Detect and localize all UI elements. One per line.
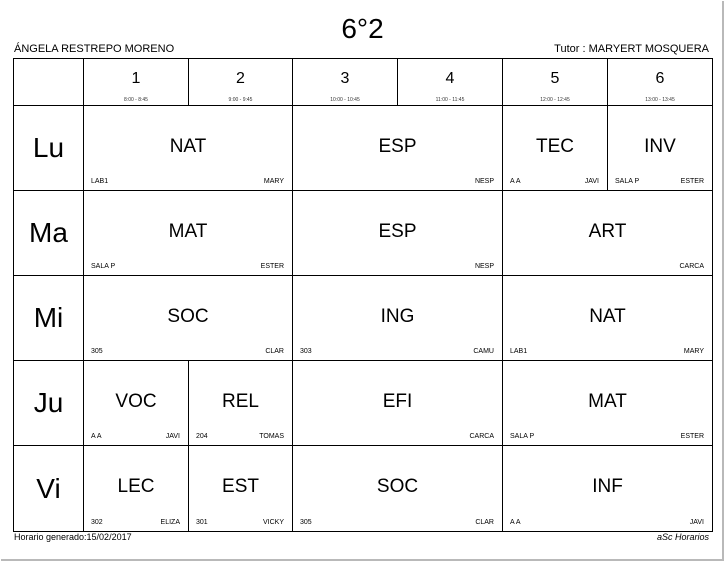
lesson-subject: ESP [378,136,417,157]
lesson-cell[interactable] [607,105,713,191]
period-header [188,58,293,106]
lesson-cell[interactable] [502,105,608,191]
lesson-teacher: ELIZA [160,519,180,526]
lesson-subject: ESP [378,221,417,242]
lesson-subject: MAT [168,221,208,242]
lesson-subject: NAT [589,306,626,327]
day-label: Lu [32,132,65,163]
day-label: Vi [36,472,61,504]
lesson-cell[interactable] [83,275,293,361]
lesson-subject: NAT [169,136,207,157]
timetable-grid [13,58,712,531]
lesson-subject: ART [588,221,627,242]
lesson-room: 301 [196,519,208,526]
page-title: 6°2 [341,13,384,44]
period-time: 11:00 - 11:45 [435,97,465,103]
day-header [13,105,84,191]
lesson-teacher: VICKY [262,519,284,526]
lesson-teacher: MARY [683,348,704,355]
period-time: 9:00 - 9:45 [228,97,253,103]
teacher-name: ÁNGELA RESTREPO MORENO [14,43,175,55]
lesson-cell[interactable] [188,360,293,446]
lesson-cell[interactable] [502,190,713,276]
lesson-cell[interactable] [188,445,293,532]
lesson-room: LAB1 [91,178,109,185]
day-label: Ju [33,387,64,418]
lesson-room: 303 [300,348,312,355]
lesson-room: 302 [91,519,103,526]
day-label: Ma [29,217,68,248]
lesson-cell[interactable] [83,445,189,532]
period-header [83,58,189,106]
lesson-cell[interactable] [502,275,713,361]
lesson-subject: TEC [536,136,574,157]
period-number: 6 [655,70,665,87]
period-header [607,58,713,106]
day-header [13,190,84,276]
period-number: 1 [131,70,141,87]
period-header [502,58,608,106]
period-number: 2 [236,70,245,87]
lesson-teacher: JAVI [689,519,704,526]
lesson-teacher: JAVI [584,178,599,185]
lesson-teacher: TOMAS [259,433,284,440]
lesson-subject: REL [222,391,259,412]
lesson-teacher: ESTER [680,433,704,440]
period-time: 13:00 - 13:45 [645,97,675,103]
lesson-teacher: NESP [474,178,494,185]
lesson-cell[interactable] [502,360,713,446]
lesson-subject: VOC [115,391,157,412]
lesson-room: SALA P [615,178,640,185]
lesson-teacher: CLAR [475,519,494,526]
lesson-teacher: CARCA [469,433,494,440]
lesson-cell[interactable] [83,360,189,446]
period-header [292,58,398,106]
lesson-cell[interactable] [502,445,713,532]
lesson-cell[interactable] [83,190,293,276]
period-number: 3 [340,70,350,87]
lesson-teacher: MARY [263,178,284,185]
software-brand: aSc Horarios [656,532,709,542]
period-header [397,58,503,106]
lesson-room: 305 [300,519,312,526]
lesson-teacher: CLAR [265,348,284,355]
lesson-subject: ING [380,306,415,327]
lesson-subject: EST [222,476,259,497]
lesson-cell[interactable] [292,275,503,361]
period-time: 8:00 - 8:45 [124,97,148,103]
lesson-subject: SOC [167,306,209,327]
lesson-cell[interactable] [292,105,503,191]
lesson-cell[interactable] [292,445,503,532]
period-time: 10:00 - 10:45 [330,97,360,103]
day-header [13,275,84,361]
day-header [13,445,84,532]
generated-date: Horario generado:15/02/2017 [14,532,132,542]
day-label: Mi [33,302,64,333]
lesson-teacher: ESTER [260,263,284,270]
lesson-room: SALA P [510,433,535,440]
corner-cell [13,58,84,106]
lesson-room: 204 [196,433,208,440]
tutor-label: Tutor : MARYERT MOSQUERA [554,43,709,55]
lesson-subject: MAT [588,391,627,412]
lesson-subject: EFI [382,391,413,412]
lesson-subject: INF [592,476,623,497]
lesson-room: A A [510,178,521,185]
lesson-room: 305 [91,348,103,355]
lesson-teacher: CAMU [473,348,494,355]
lesson-teacher: CARCA [679,263,704,270]
lesson-teacher: JAVI [165,433,180,440]
lesson-cell[interactable] [83,105,293,191]
lesson-room: A A [510,519,521,526]
lesson-teacher: ESTER [680,178,704,185]
lesson-cell[interactable] [292,190,503,276]
period-number: 5 [550,70,560,87]
period-time: 12:00 - 12:45 [540,97,570,103]
lesson-room: LAB1 [510,348,528,355]
lesson-subject: INV [644,136,676,157]
lesson-subject: SOC [376,476,419,497]
lesson-teacher: NESP [474,263,494,270]
day-header [13,360,84,446]
lesson-cell[interactable] [292,360,503,446]
period-number: 4 [445,70,455,87]
lesson-room: SALA P [91,263,116,270]
lesson-subject: LEC [117,476,155,497]
lesson-room: A A [91,433,102,440]
